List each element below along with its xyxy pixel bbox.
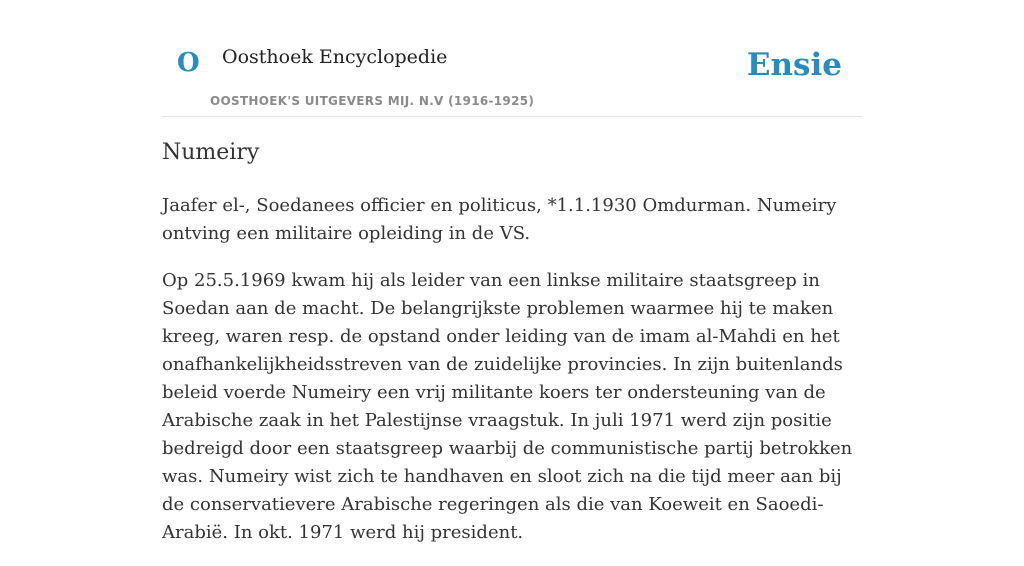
entry-body <box>162 192 862 566</box>
brand-logo[interactable]: Ensie <box>746 47 842 83</box>
entry-paragraph: Jaafer el-, Soedanees officier en politicus, *1.1.1930 Omdurman. Numeiry ontving een militaire opleiding in de VS. <box>162 195 837 244</box>
publication-title[interactable]: Oosthoek Encyclopedie <box>222 46 448 68</box>
content-container <box>162 0 862 543</box>
publication-logo[interactable]: O <box>177 48 200 78</box>
entry-title: Numeiry <box>162 140 260 165</box>
entry-paragraph: Op 25.5.1969 kwam hij als leider van een linkse militaire staatsgreep in Soedan aan de macht. De belangrijkste problemen waarmee hij te maken kreeg, waren resp. de opstand onder leiding van de imam al-Mahdi en het onafhankelijkheidsstreven van de zuidelijke provincies. In zijn buitenlands beleid voerde Numeiry een vrij militante koers ter ondersteuning van de Arabische zaak in het Palestijnse vraagstuk. In juli 1971 werd zijn positie bedreigd door een staatsgreep waarbij de communistische partij betrokken was. Numeiry wist zich te handhaven en sloot zich na die tijd meer aan bij de conservatievere Arabische regeringen als die van Koeweit en Saoedi-Arabië. In okt. 1971 werd hij president. <box>162 270 853 543</box>
header <box>162 0 862 117</box>
publisher-label: OOSTHOEK'S UITGEVERS MIJ. N.V (1916-1925) <box>210 94 535 108</box>
